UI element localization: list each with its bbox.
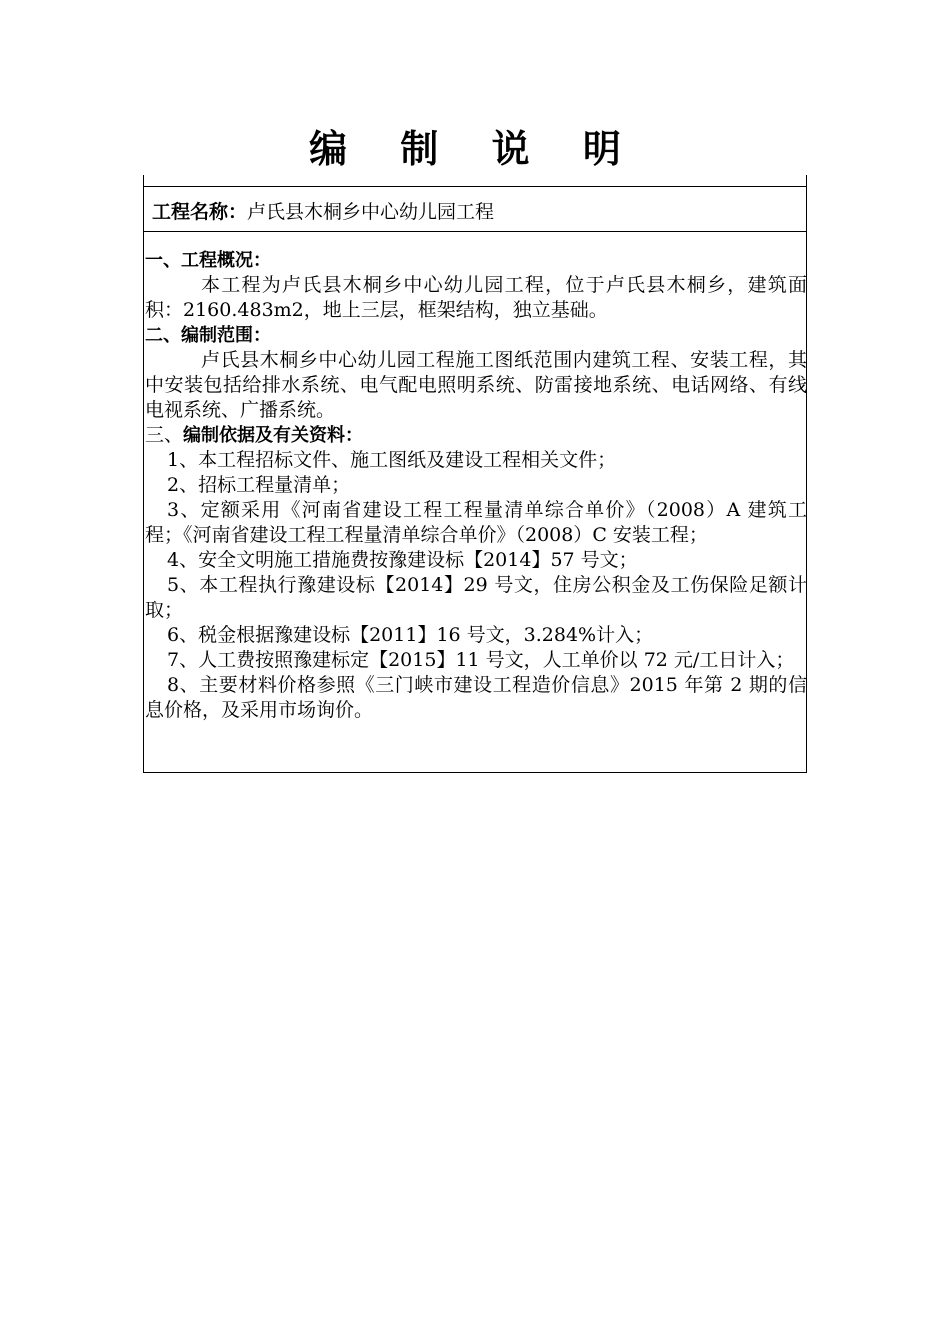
basis-item: 3、定额采用《河南省建设工程工程量清单综合单价》（2008）A 建筑工程；《河南省建设工程工程量清单综合单价》（2008）C 安装工程； bbox=[145, 499, 807, 546]
basis-item: 8、主要材料价格参照《三门峡市建设工程造价信息》2015 年第 2 期的信息价格，及采用市场询价。 bbox=[145, 674, 807, 721]
project-name-row bbox=[143, 186, 807, 232]
section-paragraph-overview: 本工程为卢氏县木桐乡中心幼儿园工程，位于卢氏县木桐乡，建筑面积：2160.483m2，地上三层，框架结构，独立基础。 bbox=[145, 274, 807, 321]
document-title: 编 制 说 明 bbox=[309, 127, 641, 171]
basis-item: 2、招标工程量清单； bbox=[167, 474, 351, 496]
section-heading-overview: 一、工程概况： bbox=[145, 250, 271, 271]
project-line bbox=[152, 200, 494, 224]
basis-item: 1、本工程招标文件、施工图纸及建设工程相关文件； bbox=[167, 449, 617, 471]
project-name: 卢氏县木桐乡中心幼儿园工程 bbox=[247, 201, 495, 223]
section-heading-basis bbox=[145, 423, 807, 448]
section-paragraph-scope: 卢氏县木桐乡中心幼儿园工程施工图纸范围内建筑工程、安装工程，其中安装包括给排水系统、电气配电照明系统、防雷接地系统、电话网络、有线电视系统、广播系统。 bbox=[145, 349, 807, 421]
basis-item: 5、本工程执行豫建设标【2014】29 号文，住房公积金及工伤保险足额计取； bbox=[145, 574, 807, 621]
basis-item: 7、人工费按照豫建标定【2015】11 号文，人工单价以 72 元/工日计入； bbox=[167, 649, 795, 671]
basis-item: 6、税金根据豫建设标【2011】16 号文，3.284%计入； bbox=[167, 624, 654, 646]
basis-item: 4、安全文明施工措施费按豫建设标【2014】57 号文； bbox=[167, 549, 638, 571]
project-label: 工程名称： bbox=[152, 201, 248, 223]
section-heading-basis-prefix: 三、 bbox=[145, 424, 184, 446]
section-heading-basis-text: 编制依据及有关资料： bbox=[183, 425, 364, 446]
section-heading-scope: 二、编制范围： bbox=[145, 325, 271, 346]
description-body bbox=[145, 248, 807, 723]
